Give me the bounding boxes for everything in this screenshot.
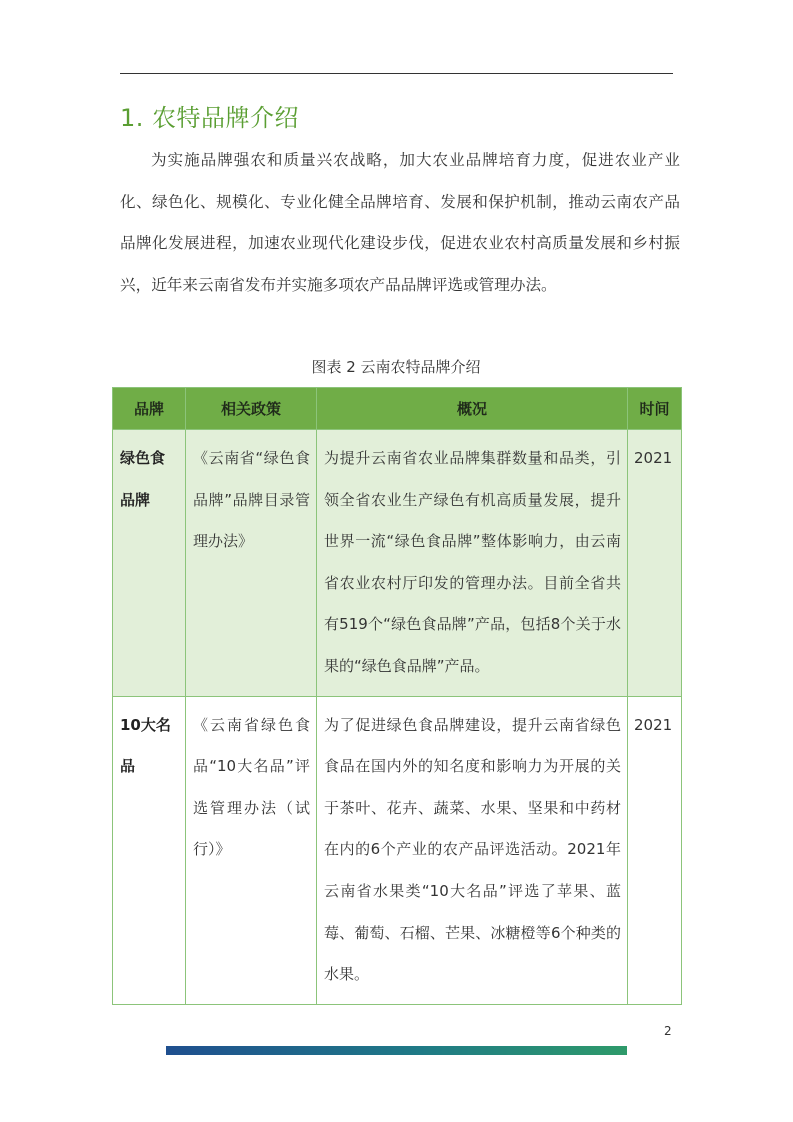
- cell-policy: 《云南省绿色食品“10大名品”评选管理办法（试行）》: [186, 696, 317, 1004]
- section-title: 1. 农特品牌介绍: [120, 104, 300, 132]
- cell-year: 2021: [628, 696, 682, 1004]
- header-overview: 概况: [317, 388, 628, 430]
- header-brand: 品牌: [113, 388, 186, 430]
- intro-paragraph: 为实施品牌强农和质量兴农战略，加大农业品牌培育力度，促进农业产业化、绿色化、规模化、专业化健全品牌培育、发展和保护机制，推动云南农产品品牌化发展进程，加速农业现代化建设步伐，促进农业农村高质量发展和乡村振兴，近年来云南省发布并实施多项农产品品牌评选或管理办法。: [120, 151, 680, 294]
- cell-overview: 为提升云南省农业品牌集群数量和品类，引领全省农业生产绿色有机高质量发展，提升世界一流“绿色食品牌”整体影响力，由云南省农业农村厅印发的管理办法。目前全省共有519个“绿色食品牌”产品，包括8个关于水果的“绿色食品牌”产品。: [317, 430, 628, 697]
- cell-overview: 为了促进绿色食品牌建设，提升云南省绿色食品在国内外的知名度和影响力为开展的关于茶叶、花卉、蔬菜、水果、坚果和中药材在内的6个产业的农产品评选活动。2021年云南省水果类“10大名品”评选了苹果、蓝莓、葡萄、石榴、芒果、冰糖橙等6个种类的水果。: [317, 696, 628, 1004]
- table-caption: 图表 2 云南农特品牌介绍: [311, 358, 481, 376]
- header-time: 时间: [628, 388, 682, 430]
- brand-table: [112, 387, 682, 1005]
- cell-brand: 绿色食品牌: [113, 430, 186, 697]
- table-row: [113, 430, 682, 697]
- table-header-row: [113, 388, 682, 430]
- header-rule: [120, 73, 673, 74]
- cell-brand: 10大名品: [113, 696, 186, 1004]
- footer-bar: [166, 1046, 627, 1055]
- page-number: 2: [664, 1024, 672, 1038]
- table-row: [113, 696, 682, 1004]
- cell-year: 2021: [628, 430, 682, 697]
- cell-policy: 《云南省“绿色食品牌”品牌目录管理办法》: [186, 430, 317, 697]
- header-policy: 相关政策: [186, 388, 317, 430]
